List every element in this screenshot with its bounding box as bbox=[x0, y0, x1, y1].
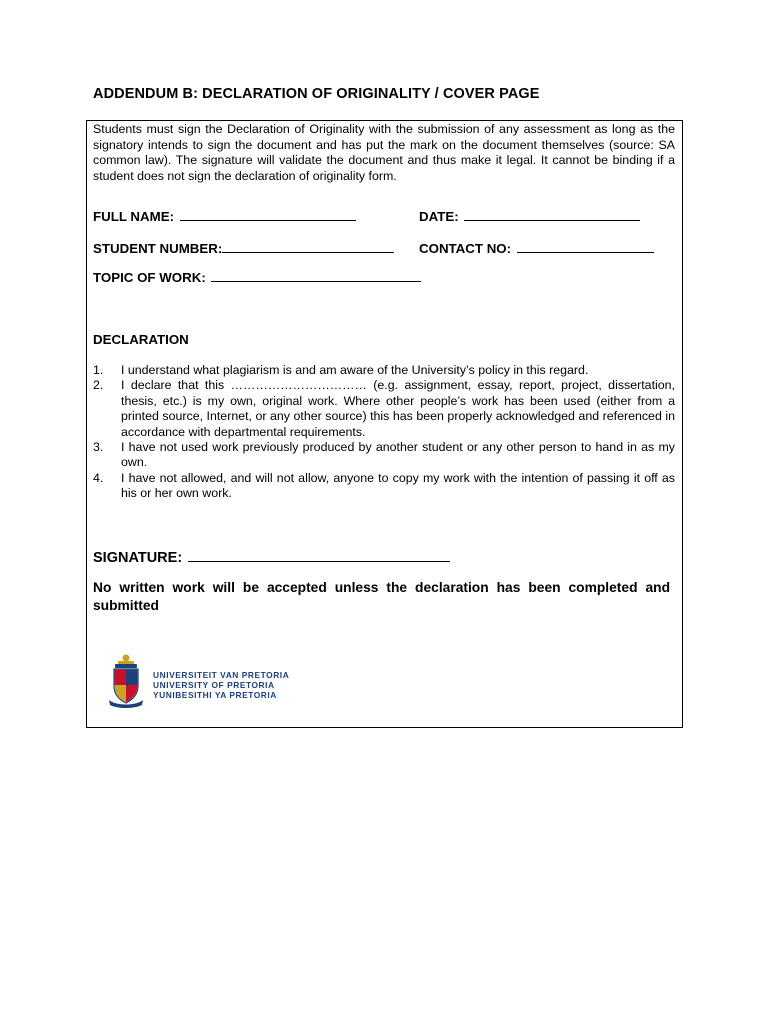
declaration-item bbox=[93, 471, 675, 502]
topic-of-work-line[interactable] bbox=[211, 269, 421, 282]
signature-line[interactable] bbox=[188, 548, 450, 562]
item-number: 1. bbox=[93, 363, 104, 377]
date-line[interactable] bbox=[464, 208, 640, 221]
declaration-item bbox=[93, 440, 675, 471]
item-number: 3. bbox=[93, 440, 104, 455]
signature-field[interactable] bbox=[93, 548, 450, 566]
item-number: 2. bbox=[93, 378, 104, 393]
logo-line-sepedi: YUNIBESITHI YA PRETORIA bbox=[153, 690, 277, 701]
date-field[interactable] bbox=[419, 208, 640, 224]
item-number: 4. bbox=[93, 470, 104, 485]
date-label: DATE: bbox=[419, 209, 459, 224]
full-name-field[interactable] bbox=[93, 208, 356, 224]
item-text: I declare that this …………………………… (e.g. assignment, essay, report, project, dissertation, thesis, etc.) is my own, original work. Where other people’s work has been used (either from a printed source, Internet, or any other source) this has been properly acknowledged and referenced in accordance with departmental requirements. bbox=[121, 378, 675, 439]
intro-paragraph: Students must sign the Declaration of Originality with the submission of any assessment as long as the signatory intends to sign the document and has put the mark on the document themselves (source: SA common law). The signature will validate the document and thus make it legal. It cannot be binding if a student does not sign the declaration of originality form. bbox=[93, 122, 675, 184]
logo-line-english: UNIVERSITY OF PRETORIA bbox=[153, 680, 275, 691]
item-text: I understand what plagiarism is and am aware of the University’s policy in this regard. bbox=[121, 363, 589, 377]
declaration-list bbox=[93, 363, 675, 502]
page-title: ADDENDUM B: DECLARATION OF ORIGINALITY / COVER PAGE bbox=[93, 86, 540, 102]
student-number-field[interactable] bbox=[93, 240, 394, 256]
logo-line-afrikaans: UNIVERSITEIT VAN PRETORIA bbox=[153, 670, 290, 680]
contact-no-label: CONTACT NO: bbox=[419, 241, 512, 256]
student-number-label: STUDENT NUMBER: bbox=[93, 241, 223, 256]
topic-of-work-field[interactable] bbox=[93, 269, 421, 285]
declaration-heading: DECLARATION bbox=[93, 332, 189, 347]
item-text: I have not allowed, and will not allow, anyone to copy my work with the intention of passing it off as his or her own work. bbox=[121, 470, 675, 501]
signature-label: SIGNATURE: bbox=[93, 550, 183, 566]
full-name-line[interactable] bbox=[180, 208, 356, 221]
item-text: I have not used work previously produced by another student or any other person to hand in as my own. bbox=[121, 440, 675, 470]
topic-of-work-label: TOPIC OF WORK: bbox=[93, 270, 206, 285]
declaration-item bbox=[93, 378, 675, 440]
contact-no-field[interactable] bbox=[419, 240, 654, 256]
university-logo-text bbox=[153, 670, 289, 701]
submission-warning: No written work will be accepted unless the declaration has been completed and submitted bbox=[93, 580, 670, 613]
student-number-line[interactable] bbox=[222, 240, 394, 253]
declaration-item bbox=[93, 363, 675, 378]
full-name-label: FULL NAME: bbox=[93, 209, 175, 224]
contact-no-line[interactable] bbox=[517, 240, 654, 253]
